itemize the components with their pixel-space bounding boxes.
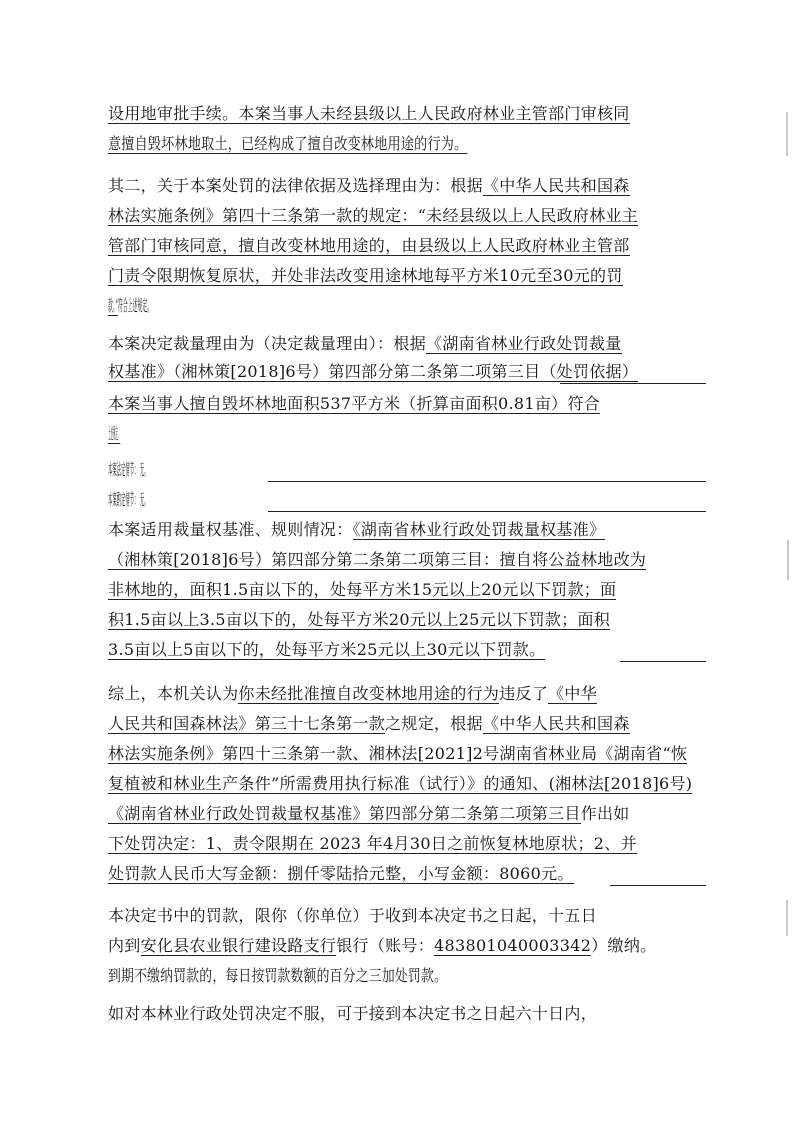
underlined-text: 下处罚决定：1、责令限期在 2023 年4月30日之前恢复林地原状；2、并 <box>108 834 637 853</box>
text-segment: 无。 <box>138 460 149 479</box>
text-line <box>108 830 708 858</box>
text-line <box>108 576 708 604</box>
underlined-text: 权基准》（湘林策[2018]6号）第四部分第二条第二项第三目（处罚依据） <box>108 362 639 381</box>
text-line <box>108 800 708 828</box>
text-line <box>108 456 268 484</box>
underlined-text: 本案当事人擅自毁坏林地面积537平方米（折算亩面积0.81亩）符合 <box>108 394 601 413</box>
text-segment: 本案决定裁量理由为（决定裁量理由）：根据 <box>108 334 427 353</box>
text-line <box>108 262 708 290</box>
underlined-text: 款。” <box>108 296 118 315</box>
underlined-text: 处罚款人民币大写金额：捌仟零陆拾元整，小写金额：8060元。 <box>108 864 574 883</box>
text-segment: 之规定，根据 <box>385 714 483 733</box>
text-segment: 无。 <box>138 490 149 509</box>
text-line <box>108 710 708 738</box>
text-line <box>108 680 708 708</box>
underlined-text: 《中华 <box>548 684 598 703</box>
text-line <box>108 902 708 930</box>
text-line <box>108 130 598 158</box>
underlined-text: 门责令限期恢复原状，并处非法改变用途林地每平方米10元至30元的罚 <box>108 266 623 285</box>
underlined-text: 复植被和林业生产条件”所需费用执行标准（试行）》的通知、(湘林法[2018]6号) <box>108 774 693 793</box>
underlined-text: 《中华人民共和国森 <box>482 714 630 733</box>
text-segment: 符合上述规定。 <box>117 296 153 315</box>
text-segment: 本案酌定情节： <box>108 490 139 509</box>
text-line <box>108 486 268 514</box>
underlined-text: 林法实施条例》第四十三条第一款的规定：“未经县级以上人民政府林业主 <box>108 206 639 225</box>
fill-underline <box>610 885 706 886</box>
scan-edge-mark <box>787 540 789 580</box>
underlined-text: 安化县农业银行建设路支行 <box>140 936 337 955</box>
fill-underline <box>620 661 706 662</box>
text-segment: 本决定书中的罚款，限你（你单位）于收到本决定书之日起，十五日 <box>108 906 598 925</box>
text-line <box>108 546 708 574</box>
text-line <box>108 100 708 128</box>
text-segment: 作出如 <box>580 804 630 823</box>
text-line <box>108 636 708 664</box>
text-line <box>108 740 708 768</box>
text-line <box>108 516 708 544</box>
text-segment: 其二，关于本案处罚的法律依据及选择理由为：根据 <box>108 176 483 195</box>
underlined-text: 《湖南省林业行政处罚裁量权基准》第四部分第二条第二项第三目 <box>108 804 581 823</box>
underlined-text: 林法实施条例》第四十三条第一款、湘林法[2021]2号湖南省林业局《湖南省“恢 <box>108 744 688 763</box>
text-segment: 本案适用裁量权基准、规则情况： <box>108 520 353 539</box>
fill-underline <box>560 383 706 384</box>
text-line <box>108 330 708 358</box>
fill-underline <box>268 481 706 482</box>
text-line <box>108 202 708 230</box>
text-segment: 综上，本机关认为 <box>108 684 239 703</box>
underlined-text: 积1.5亩以上3.5亩以下的，处每平方米20元以上25元以下罚款；面积 <box>108 610 611 629</box>
scan-edge-mark <box>786 900 788 936</box>
underlined-text: 你未经批准擅自改变林地用途的行为 <box>238 684 500 703</box>
text-line <box>108 932 708 960</box>
text-line <box>108 1000 708 1028</box>
text-line <box>108 292 288 320</box>
underlined-text: 《中华人民共和国森 <box>482 176 630 195</box>
underlined-text: 管部门审核同意，擅自改变林地用途的，由县级以上人民政府林业主管部 <box>108 236 630 255</box>
scan-edge-mark <box>786 112 788 156</box>
text-line <box>108 770 708 798</box>
underlined-text: 意擅自毁坏林地取土，已经构成了擅自改变林地用途的行为。 <box>108 134 468 153</box>
underlined-text: 《湖南省林业行政处罚裁量权基准》 <box>352 520 606 539</box>
text-line <box>108 420 198 448</box>
text-segment: 内到 <box>108 936 141 955</box>
text-segment: 如对本林业行政处罚决定不服，可于接到本决定书之日起六十日内， <box>108 1004 598 1023</box>
text-segment: ）缴纳。 <box>591 936 657 955</box>
text-line <box>108 606 708 634</box>
underlined-text: 3.5亩以上5亩以下的，处每平方米25元以上30元以下罚款。 <box>108 640 546 659</box>
text-line <box>108 232 708 260</box>
text-line <box>108 962 588 990</box>
underlined-text: 上述规定。 <box>108 424 121 443</box>
text-segment: 违反了 <box>499 684 549 703</box>
text-line <box>108 358 708 386</box>
underlined-text: 483801040003342 <box>434 936 592 955</box>
underlined-text: 《湖南省林业行政处罚裁量 <box>426 334 622 353</box>
text-line <box>108 390 708 418</box>
text-line <box>108 172 708 200</box>
text-line <box>108 860 708 888</box>
fill-underline <box>268 511 706 512</box>
underlined-text: 非林地的，面积1.5亩以下的，处每平方米15元以上20元以下罚款；面 <box>108 580 617 599</box>
text-segment: 银行（账号： <box>336 936 435 955</box>
underlined-text: 人民共和国森林法》第三十七条第一款 <box>108 714 386 733</box>
underlined-text: （湘林策[2018]6号）第四部分第二条第二项第三目：擅自将公益林地改为 <box>108 550 647 569</box>
text-segment: 本案法定情节： <box>108 460 139 479</box>
text-segment: 到期不缴纳罚款的，每日按罚款数额的百分之三加处罚款。 <box>108 966 448 985</box>
underlined-text: 设用地审批手续。本案当事人未经县级以上人民政府林业主管部门审核同 <box>108 104 630 123</box>
